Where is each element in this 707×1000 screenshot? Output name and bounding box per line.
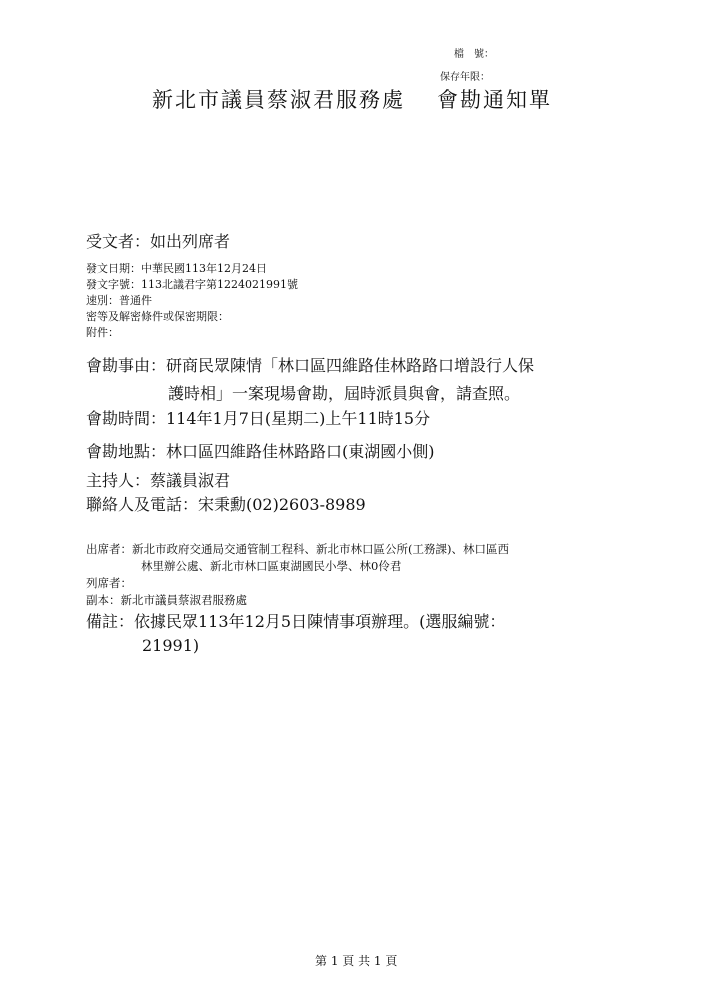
distribution-block — [86, 541, 509, 609]
office-name: 新北市議員蔡淑君服務處 — [152, 88, 405, 112]
document-title — [152, 84, 552, 114]
subject-line-1: 會勘事由：研商民眾陳情「林口區四維路佳林路路口增設行人保 — [86, 356, 535, 375]
page-number: 第 1 頁 共 1 頁 — [315, 954, 398, 968]
host: 主持人：蔡議員淑君 — [86, 471, 231, 490]
retention-label: 保存年限： — [440, 72, 490, 83]
copy-to: 副本：新北市議員蔡淑君服務處 — [86, 593, 247, 607]
file-number-label: 檔 號： — [454, 49, 494, 60]
confidentiality: 密等及解密條件或保密期限： — [86, 310, 229, 323]
subject-line-2: 護時相」一案現場會勘，屆時派員與會，請查照。 — [168, 384, 521, 403]
document-type: 會勘通知單 — [437, 88, 552, 112]
attachment: 附件： — [86, 326, 119, 339]
observers: 列席者： — [86, 576, 132, 590]
inspection-time: 會勘時間：114年1月7日(星期二)上午11時15分 — [86, 409, 431, 428]
issue-date: 發文日期：中華民國113年12月24日 — [86, 262, 267, 275]
inspection-location: 會勘地點：林口區四維路佳林路路口(東湖國小側) — [86, 442, 435, 461]
contact: 聯絡人及電話：宋秉勳(02)2603-8989 — [86, 495, 366, 514]
recipient: 受文者：如出列席者 — [86, 232, 231, 251]
remark-line-1: 備註：依據民眾113年12月5日陳情事項辦理。(選服編號： — [86, 612, 506, 631]
attendees-line-2: 林里辦公處、新北市林口區東湖國民小學、林0伶君 — [141, 559, 402, 573]
meta-block — [86, 261, 298, 341]
attendees-line-1: 出席者：新北市政府交通局交通管制工程科、新北市林口區公所(工務課)、林口區西 — [86, 542, 509, 556]
inspection-subject — [86, 352, 534, 408]
doc-number: 發文字號：113北議君字第1224021991號 — [86, 278, 298, 291]
remark-line-2: 21991) — [142, 636, 200, 655]
speed-class: 速別：普通件 — [86, 294, 152, 307]
remark — [86, 610, 505, 658]
